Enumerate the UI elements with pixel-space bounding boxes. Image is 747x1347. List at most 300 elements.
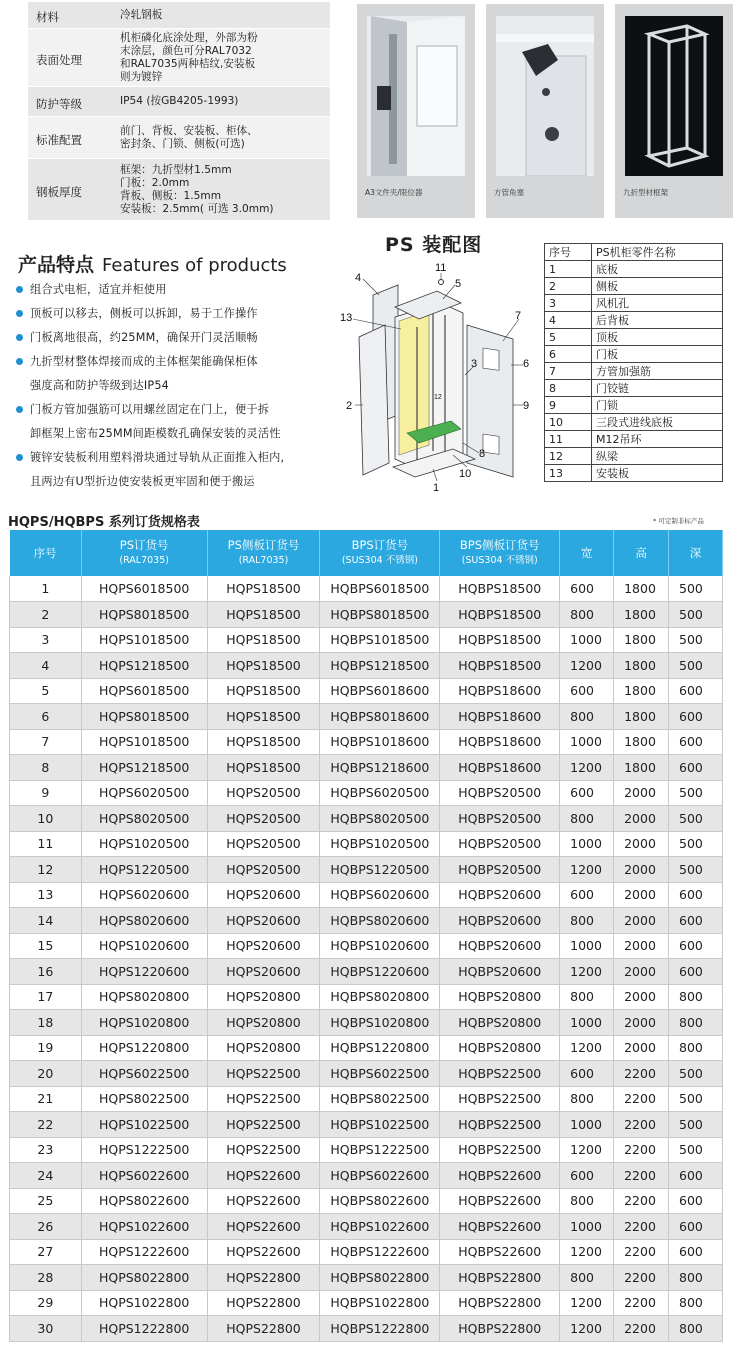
table-cell: HQBPS22600 (440, 1188, 560, 1214)
table-cell: HQPS1218500 (81, 653, 207, 679)
table-cell: HQBPS6022600 (320, 1163, 440, 1189)
table-cell: HQBPS1222800 (320, 1316, 440, 1342)
parts-no: 3 (545, 295, 592, 312)
table-cell: 500 (669, 653, 723, 679)
parts-no: 9 (545, 397, 592, 414)
table-cell: 22 (10, 1112, 82, 1138)
table-cell: 25 (10, 1188, 82, 1214)
bullet-dot-icon (16, 406, 23, 413)
table-cell: HQBPS18500 (440, 602, 560, 628)
table-cell: 28 (10, 1265, 82, 1291)
table-cell: HQPS8020500 (81, 806, 207, 832)
table-cell: HQBPS8022800 (320, 1265, 440, 1291)
table-cell: HQBPS20600 (440, 933, 560, 959)
table-row (10, 831, 723, 857)
order-header-cell (81, 530, 207, 576)
table-cell: HQBPS20500 (440, 857, 560, 883)
callout-label: 9 (523, 400, 530, 412)
feature-item: 门板方管加强筋可以用螺丝固定在门上，便于拆 卸框架上密布25MM间距模数孔确保安装的灵活性 (14, 398, 359, 446)
table-cell: HQPS22500 (207, 1061, 320, 1087)
table-cell: HQBPS20800 (440, 984, 560, 1010)
table-row (10, 1010, 723, 1036)
table-cell: 600 (560, 882, 614, 908)
parts-row (545, 295, 723, 312)
table-cell: 19 (10, 1035, 82, 1061)
table-cell: HQPS22600 (207, 1239, 320, 1265)
table-cell: HQBPS1020500 (320, 831, 440, 857)
parts-name: 门锁 (592, 397, 723, 414)
feature-item: 顶板可以移去，侧板可以拆卸，易于工作操作 (14, 302, 359, 326)
table-cell: HQBPS8020500 (320, 806, 440, 832)
table-cell: HQPS1018500 (81, 627, 207, 653)
lifting-eye (439, 280, 444, 285)
parts-no: 1 (545, 261, 592, 278)
table-cell: HQBPS1218600 (320, 755, 440, 781)
table-cell: 800 (669, 1265, 723, 1291)
table-cell: 26 (10, 1214, 82, 1240)
order-header-cell (669, 530, 723, 576)
callout-label: 11 (435, 262, 447, 274)
table-cell: 2000 (614, 933, 669, 959)
order-header-main: PS订货号 (119, 538, 169, 552)
table-row (10, 857, 723, 883)
table-cell: HQPS1022600 (81, 1214, 207, 1240)
table-cell: HQPS6018500 (81, 678, 207, 704)
table-cell: 600 (669, 933, 723, 959)
table-cell: 2000 (614, 780, 669, 806)
table-cell: HQBPS1220500 (320, 857, 440, 883)
table-cell: 1800 (614, 755, 669, 781)
table-cell: 500 (669, 602, 723, 628)
order-header-cell (207, 530, 320, 576)
table-cell: HQBPS6018500 (320, 576, 440, 602)
parts-no: 4 (545, 312, 592, 329)
table-cell: 500 (669, 576, 723, 602)
order-header-sub: (SUS304 不锈钢) (341, 555, 418, 566)
table-row (10, 1290, 723, 1316)
table-row (10, 1239, 723, 1265)
order-header-sub: (RAL7035) (238, 555, 289, 566)
table-cell: 1800 (614, 627, 669, 653)
table-cell: HQPS8018500 (81, 704, 207, 730)
table-cell: 1200 (560, 857, 614, 883)
table-cell: HQPS22800 (207, 1290, 320, 1316)
table-cell: HQPS8022500 (81, 1086, 207, 1112)
table-cell: 500 (669, 1112, 723, 1138)
table-cell: 2000 (614, 806, 669, 832)
spec-row (28, 159, 330, 221)
table-cell: 600 (669, 1214, 723, 1240)
table-cell: 2000 (614, 908, 669, 934)
table-cell: HQPS18500 (207, 627, 320, 653)
table-cell: 3 (10, 627, 82, 653)
door-vent (483, 434, 499, 454)
table-cell: 5 (10, 678, 82, 704)
table-row (10, 959, 723, 985)
table-cell: 2000 (614, 1010, 669, 1036)
parts-table (544, 243, 723, 482)
callout-label: 2 (346, 400, 353, 412)
order-header-main: 高 (635, 545, 647, 560)
parts-row (545, 431, 723, 448)
table-cell: 2200 (614, 1214, 669, 1240)
table-cell: 1200 (560, 755, 614, 781)
table-cell: 800 (560, 806, 614, 832)
table-cell: HQPS1220600 (81, 959, 207, 985)
table-cell: 800 (669, 1290, 723, 1316)
order-header-cell (560, 530, 614, 576)
table-cell: HQPS1020500 (81, 831, 207, 857)
callout-label: 5 (455, 278, 462, 290)
side-panel (359, 325, 389, 475)
parts-name: 三段式进线底板 (592, 414, 723, 431)
table-cell: HQPS20500 (207, 780, 320, 806)
feature-item: 九折型材整体焊接而成的主体框架能确保柜体 强度高和防护等级到达IP54 (14, 350, 359, 398)
table-cell: 23 (10, 1137, 82, 1163)
table-cell: 600 (669, 959, 723, 985)
table-cell: 1800 (614, 602, 669, 628)
table-cell: 17 (10, 984, 82, 1010)
table-cell: HQPS1220500 (81, 857, 207, 883)
table-cell: HQBPS18500 (440, 627, 560, 653)
table-row (10, 602, 723, 628)
table-cell: HQBPS20600 (440, 908, 560, 934)
table-cell: HQBPS1020800 (320, 1010, 440, 1036)
table-cell: HQPS18500 (207, 576, 320, 602)
table-cell: HQPS20800 (207, 1010, 320, 1036)
table-cell: HQPS18500 (207, 729, 320, 755)
table-row (10, 1061, 723, 1087)
table-cell: 1000 (560, 627, 614, 653)
table-cell: 800 (560, 1188, 614, 1214)
table-cell: 15 (10, 933, 82, 959)
callout-label: 12 (434, 394, 442, 401)
table-cell: 2200 (614, 1290, 669, 1316)
table-row (10, 908, 723, 934)
callout-label: 3 (471, 358, 478, 370)
table-cell: HQPS18500 (207, 602, 320, 628)
table-row (10, 1112, 723, 1138)
table-cell: HQBPS1218500 (320, 653, 440, 679)
parts-name: 顶板 (592, 329, 723, 346)
table-cell: HQBPS22500 (440, 1061, 560, 1087)
table-cell: HQBPS1020600 (320, 933, 440, 959)
table-cell: HQBPS18600 (440, 755, 560, 781)
order-header-main: BPS订货号 (351, 538, 409, 552)
table-cell: 800 (669, 1010, 723, 1036)
table-cell: 2 (10, 602, 82, 628)
table-cell: HQPS20800 (207, 1035, 320, 1061)
table-cell: 500 (669, 857, 723, 883)
table-cell: 500 (669, 831, 723, 857)
parts-name: 门铰链 (592, 380, 723, 397)
table-cell: HQBPS8022600 (320, 1188, 440, 1214)
table-cell: HQBPS20500 (440, 806, 560, 832)
table-cell: 500 (669, 780, 723, 806)
table-row (10, 1035, 723, 1061)
parts-row (545, 397, 723, 414)
parts-no: 10 (545, 414, 592, 431)
table-cell: HQBPS18600 (440, 729, 560, 755)
table-cell: HQPS20500 (207, 857, 320, 883)
spec-row (28, 2, 330, 29)
table-cell: 800 (560, 1265, 614, 1291)
table-cell: 1200 (560, 1316, 614, 1342)
table-row (10, 1086, 723, 1112)
callout-label: 4 (355, 272, 362, 284)
table-cell: HQBPS1220600 (320, 959, 440, 985)
order-header-cell (320, 530, 440, 576)
table-cell: HQPS22800 (207, 1316, 320, 1342)
table-cell: 800 (669, 984, 723, 1010)
table-cell: 2200 (614, 1163, 669, 1189)
order-header-main: 深 (689, 545, 702, 560)
table-cell: HQBPS22500 (440, 1112, 560, 1138)
table-cell: HQPS22600 (207, 1214, 320, 1240)
table-cell: 1200 (560, 1290, 614, 1316)
table-cell: HQBPS8020800 (320, 984, 440, 1010)
table-cell: HQBPS6022500 (320, 1061, 440, 1087)
table-cell: 2000 (614, 882, 669, 908)
table-row (10, 882, 723, 908)
table-cell: HQPS18500 (207, 678, 320, 704)
spec-key: 钢板厚度 (36, 184, 82, 199)
table-cell: 2000 (614, 831, 669, 857)
parts-header-row (545, 244, 723, 261)
table-cell: HQPS8022800 (81, 1265, 207, 1291)
table-cell: HQPS8018500 (81, 602, 207, 628)
table-cell: 1200 (560, 653, 614, 679)
parts-row (545, 346, 723, 363)
table-cell: 29 (10, 1290, 82, 1316)
table-cell: 800 (560, 908, 614, 934)
parts-name: 侧板 (592, 278, 723, 295)
door-panel (467, 325, 513, 477)
table-cell: HQPS1018500 (81, 729, 207, 755)
table-cell: 1200 (560, 1137, 614, 1163)
table-cell: 600 (669, 1163, 723, 1189)
table-cell: HQBPS6018600 (320, 678, 440, 704)
table-cell: HQBPS22800 (440, 1316, 560, 1342)
order-header-main: BPS侧板订货号 (459, 538, 540, 552)
order-header-main: 宽 (580, 545, 593, 560)
bullet-dot-icon (16, 310, 23, 317)
callout-label: 10 (459, 468, 472, 480)
parts-no: 12 (545, 448, 592, 465)
parts-name: 门板 (592, 346, 723, 363)
table-cell: HQPS6020500 (81, 780, 207, 806)
table-cell: 500 (669, 627, 723, 653)
table-cell: HQBPS20500 (440, 780, 560, 806)
parts-name: 风机孔 (592, 295, 723, 312)
table-cell: HQPS22600 (207, 1163, 320, 1189)
table-row (10, 1214, 723, 1240)
table-row (10, 1265, 723, 1291)
table-cell: HQPS20800 (207, 984, 320, 1010)
table-cell: 800 (669, 1035, 723, 1061)
table-cell: 2200 (614, 1316, 669, 1342)
table-row (10, 1163, 723, 1189)
table-cell: 2000 (614, 984, 669, 1010)
table-cell: 10 (10, 806, 82, 832)
table-cell: 500 (669, 806, 723, 832)
table-cell: 20 (10, 1061, 82, 1087)
callout-label: 7 (515, 310, 522, 322)
table-cell: 600 (669, 882, 723, 908)
table-cell: HQBPS8018600 (320, 704, 440, 730)
spec-key: 标准配置 (36, 132, 82, 147)
table-row (10, 755, 723, 781)
table-cell: HQPS1220800 (81, 1035, 207, 1061)
parts-row (545, 363, 723, 380)
feature-item: 镀锌安装板利用塑料滑块通过导轨从正面推入柜内, 且两边有U型折边使安装板更牢固和便于搬运 (14, 446, 359, 494)
table-cell: 1200 (560, 959, 614, 985)
features-list (14, 278, 359, 494)
table-cell: 800 (669, 1316, 723, 1342)
table-cell: 1000 (560, 933, 614, 959)
spec-value: IP54 (按GB4205-1993) (120, 95, 239, 107)
table-cell: 1000 (560, 729, 614, 755)
spec-key: 材料 (36, 10, 59, 24)
table-cell: HQPS22500 (207, 1137, 320, 1163)
table-cell: 1000 (560, 831, 614, 857)
parts-row (545, 465, 723, 482)
table-cell: 4 (10, 653, 82, 679)
table-cell: 600 (669, 908, 723, 934)
spec-row (28, 29, 330, 87)
feature-item: 门板离地很高，约25MM，确保开门灵活顺畅 (14, 326, 359, 350)
table-cell: 13 (10, 882, 82, 908)
table-cell: 2200 (614, 1061, 669, 1087)
table-cell: HQPS18500 (207, 653, 320, 679)
callout-label: 6 (523, 358, 530, 370)
corner-plug-photo-icon (496, 16, 594, 176)
parts-no: 8 (545, 380, 592, 397)
table-cell: 27 (10, 1239, 82, 1265)
table-cell: HQBPS20600 (440, 882, 560, 908)
table-cell: HQPS1022500 (81, 1112, 207, 1138)
table-row (10, 627, 723, 653)
features-title (18, 250, 287, 277)
assembly-diagram (333, 255, 543, 495)
table-cell: 1800 (614, 576, 669, 602)
callout-label: 13 (340, 312, 353, 324)
order-header-cell (440, 530, 560, 576)
table-cell: HQBPS22500 (440, 1137, 560, 1163)
parts-name: 方管加强筋 (592, 363, 723, 380)
table-cell: 1200 (560, 1239, 614, 1265)
table-cell: 800 (560, 602, 614, 628)
table-row (10, 780, 723, 806)
parts-name: 纵梁 (592, 448, 723, 465)
parts-row (545, 278, 723, 295)
table-cell: 2200 (614, 1137, 669, 1163)
table-cell: HQBPS1222600 (320, 1239, 440, 1265)
table-cell: 1800 (614, 653, 669, 679)
table-cell: HQBPS8018500 (320, 602, 440, 628)
table-row (10, 1316, 723, 1342)
photo-frame (615, 4, 733, 218)
features-title-en: Features of products (102, 255, 287, 276)
table-cell: 2000 (614, 857, 669, 883)
assembly-title: PS 装配图 (385, 234, 483, 256)
table-cell: 600 (669, 1188, 723, 1214)
table-cell: 500 (669, 1061, 723, 1087)
cabinet-interior-photo-icon (367, 16, 465, 176)
feature-item: 组合式电柜，适宜并柜使用 (14, 278, 359, 302)
table-cell: 600 (560, 780, 614, 806)
bullet-dot-icon (16, 334, 23, 341)
table-cell: HQPS22800 (207, 1265, 320, 1291)
parts-row (545, 312, 723, 329)
order-header-cell (10, 530, 82, 576)
table-cell: 7 (10, 729, 82, 755)
door-vent (483, 348, 499, 370)
table-cell: HQPS1222800 (81, 1316, 207, 1342)
table-cell: HQPS20600 (207, 959, 320, 985)
table-cell: HQBPS1022600 (320, 1214, 440, 1240)
table-cell: 500 (669, 1086, 723, 1112)
table-row (10, 729, 723, 755)
table-cell: HQBPS1022800 (320, 1290, 440, 1316)
table-cell: 1000 (560, 1112, 614, 1138)
table-cell: HQPS20600 (207, 882, 320, 908)
table-row (10, 678, 723, 704)
table-cell: 21 (10, 1086, 82, 1112)
spec-value: 冷轧钢板 (120, 8, 163, 21)
table-cell: 1800 (614, 729, 669, 755)
table-cell: 600 (669, 755, 723, 781)
photo-caption: 方管角塞 (494, 188, 524, 197)
table-cell: 600 (669, 1239, 723, 1265)
table-cell: HQPS22600 (207, 1188, 320, 1214)
table-cell: HQBPS18500 (440, 653, 560, 679)
table-cell: HQBPS18500 (440, 576, 560, 602)
table-cell: HQPS22500 (207, 1112, 320, 1138)
table-row (10, 933, 723, 959)
table-cell: 16 (10, 959, 82, 985)
spec-value: 前门、背板、安装板、柜体、 密封条、门锁、侧板(可选) (120, 124, 258, 150)
table-cell: HQBPS6020500 (320, 780, 440, 806)
table-cell: HQPS1022800 (81, 1290, 207, 1316)
table-cell: 14 (10, 908, 82, 934)
table-cell: HQBPS18600 (440, 704, 560, 730)
parts-row (545, 448, 723, 465)
table-row (10, 653, 723, 679)
parts-no: 5 (545, 329, 592, 346)
table-cell: 600 (669, 678, 723, 704)
table-cell: HQPS1218500 (81, 755, 207, 781)
parts-no: 2 (545, 278, 592, 295)
table-cell: 2200 (614, 1086, 669, 1112)
table-cell: 800 (560, 704, 614, 730)
photo-caption: A3文件夹/限位器 (365, 188, 423, 197)
table-cell: 9 (10, 780, 82, 806)
table-cell: 2000 (614, 1035, 669, 1061)
order-table (9, 530, 723, 1342)
table-cell: 2200 (614, 1239, 669, 1265)
table-cell: HQPS8020600 (81, 908, 207, 934)
table-cell: HQBPS8020600 (320, 908, 440, 934)
bullet-dot-icon (16, 454, 23, 461)
frame-photo-icon (625, 16, 723, 176)
parts-row (545, 329, 723, 346)
table-row (10, 1137, 723, 1163)
table-cell: 600 (560, 1061, 614, 1087)
order-header-sub: (RAL7035) (119, 555, 169, 566)
table-row (10, 704, 723, 730)
table-cell: HQPS6022600 (81, 1163, 207, 1189)
